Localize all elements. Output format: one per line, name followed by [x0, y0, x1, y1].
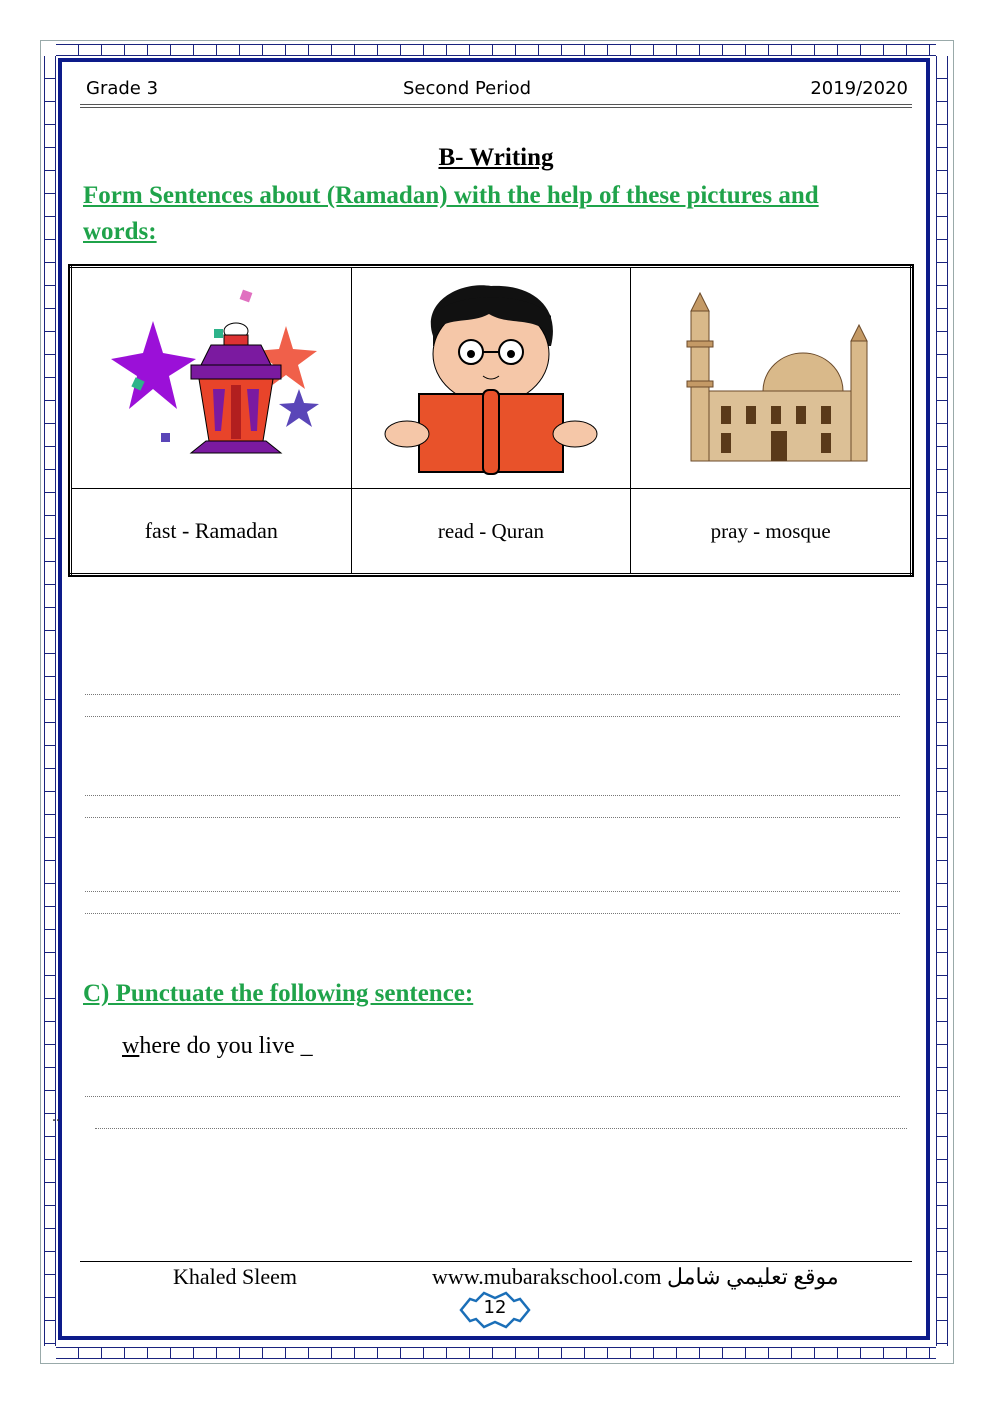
page-number: 12	[483, 1297, 507, 1318]
section-c-title: C) Punctuate the following sentence:	[83, 980, 474, 1007]
picture-cell-3	[631, 267, 912, 489]
answer-line[interactable]	[85, 1096, 900, 1097]
sentence-first-letter: w	[122, 1033, 140, 1059]
page-frame-bottom-rail	[56, 1347, 936, 1359]
writing-line[interactable]	[85, 716, 900, 717]
picture-cell-2	[351, 267, 631, 489]
period-label: Second Period	[403, 78, 532, 99]
website-text: www.mubarakschool.com موقع تعليمي شامل	[432, 1264, 839, 1289]
stray-marks: ..	[52, 1108, 60, 1125]
year-label: 2019/2020	[810, 78, 908, 99]
writing-line[interactable]	[85, 795, 900, 796]
word-cell-2: read - Quran	[351, 489, 631, 575]
section-b-title: B- Writing	[438, 144, 554, 171]
page-header	[86, 76, 908, 104]
writing-line[interactable]	[85, 913, 900, 914]
writing-line[interactable]	[85, 817, 900, 818]
punctuate-sentence	[122, 1033, 313, 1060]
word-cell-1: fast - Ramadan	[71, 489, 352, 575]
sentence-rest: here do you live _	[139, 1033, 313, 1059]
page-frame-right-rail	[936, 56, 948, 1346]
author-name: Khaled Sleem	[173, 1264, 298, 1289]
page-number-badge	[458, 1290, 532, 1330]
page-frame-left-rail	[44, 56, 56, 1346]
section-b-instruction: Form Sentences about (Ramadan) with the help of these pictures and words:	[83, 182, 819, 245]
grade-label: Grade 3	[86, 78, 159, 99]
writing-line[interactable]	[85, 694, 900, 695]
page-frame-top-rail	[56, 44, 936, 56]
lantern-icon	[91, 281, 331, 471]
footer-divider	[80, 1261, 912, 1262]
page-frame-inner	[58, 58, 930, 1340]
header-divider	[80, 104, 912, 108]
word-cell-3: pray - mosque	[631, 489, 912, 575]
picture-word-table	[69, 265, 913, 576]
writing-line[interactable]	[85, 891, 900, 892]
mosque-icon	[651, 281, 891, 471]
boy-reading-icon	[371, 276, 611, 476]
answer-line[interactable]	[95, 1128, 907, 1129]
picture-cell-1	[71, 267, 352, 489]
